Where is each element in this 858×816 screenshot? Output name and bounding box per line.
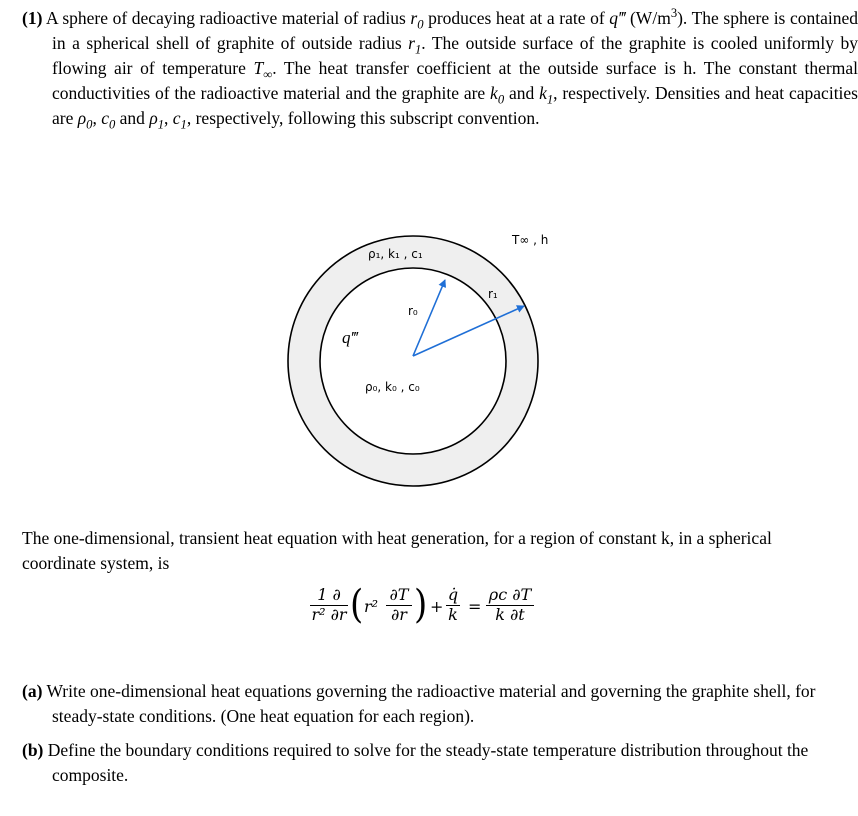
sphere-diagram-svg [280,222,570,512]
heat-generation-label: q‴ [342,328,358,347]
fraction-3: q̇ k [447,585,459,624]
part-b [22,738,858,788]
radioactive-core [320,268,506,454]
problem-text: A sphere of decaying radioactive material of radius [42,8,411,28]
plus-sign: + [430,597,444,616]
problem-text: . The heat transfer coefficient at the outside surface is h. The constant thermal conductivities of the radioactive material and the graphite are [52,58,858,103]
problem-statement: (1) A sphere of decaying radioactive material of radius $r_0$ produces heat at a rate of q‴ $(W/m^3)$. The sphere is contained in a spherical shell of graphite of outside radius $r_1$. The outside surface of the graphite is cooled uniformly by flowing air of temperature $T_\infty$. The heat transfer coefficient at the outside surface is h. The constant thermal conductivities of the radioactive material and the graphite are $k_0$ and $k_1$, respectively. Densities and heat capacities are $\rho_0$, $c_0$ and $\rho_1$, $c_1$, respectively, following this subscript convention. [22,6,858,132]
problem-text: ). The sphere is contained in a spherical shell of graphite of outside radius [52,8,858,53]
r0-label: r₀ [408,304,418,318]
part-a-label: (a) [22,681,43,701]
k1-symbol: $k_1$ [539,83,554,107]
ambient-label: T∞ , h [512,233,549,247]
tinf-symbol: $T_\infty$ [253,58,273,82]
q-symbol: q‴ [609,8,626,28]
rho0-symbol: $\rho_0$ [77,108,93,132]
shell-properties-label: ρ₁, k₁ , c₁ [368,247,423,261]
problem-text: . The outside surface of the graphite is cooled uniformly by flowing air of temperature [52,33,858,78]
r1-label: r₁ [488,287,498,301]
problem-text: , respectively. Densities and heat capacities are [52,83,858,128]
r0-symbol: $r_0$ [410,8,424,32]
r1-symbol: $r_1$ [408,33,422,57]
fraction-2: ∂T ∂r [386,586,412,624]
units-text: (W/m [625,8,671,28]
part-a-text: Write one-dimensional heat equations governing the radioactive material and governing the graphite shell, for steady-state conditions. (One heat equation for each region). [42,681,816,726]
units-exponent: 3 [670,6,678,21]
heat-equation [310,582,550,640]
problem-text: , respectively, following this subscript convention. [186,108,540,128]
sphere-diagram [280,222,570,512]
fraction-4: ρc ∂T k ∂t [486,586,534,624]
rho1-symbol: $\rho_1$ [149,108,165,132]
problem-text: produces heat at a rate of [423,8,610,28]
c0-symbol: $c_0$ [101,108,116,132]
r-squared: r² [364,597,379,616]
fraction-1: 1 ∂ r² ∂r [311,585,347,624]
left-paren: ( [350,582,364,628]
right-paren: ) [414,582,428,628]
problem-number: (1) [22,8,43,28]
equals-sign: = [468,597,482,616]
part-b-text: Define the boundary conditions required to solve for the steady-state temperature distribution throughout the composite. [43,740,809,785]
k0-symbol: $k_0$ [490,83,505,107]
part-a [22,679,858,729]
core-properties-label: ρ₀, k₀ , c₀ [365,380,420,394]
c1-symbol: $c_1$ [172,108,187,132]
equation-intro: The one-dimensional, transient heat equation with heat generation, for a region of constant k, in a spherical coordinate system, is [22,528,772,573]
part-b-label: (b) [22,740,44,760]
